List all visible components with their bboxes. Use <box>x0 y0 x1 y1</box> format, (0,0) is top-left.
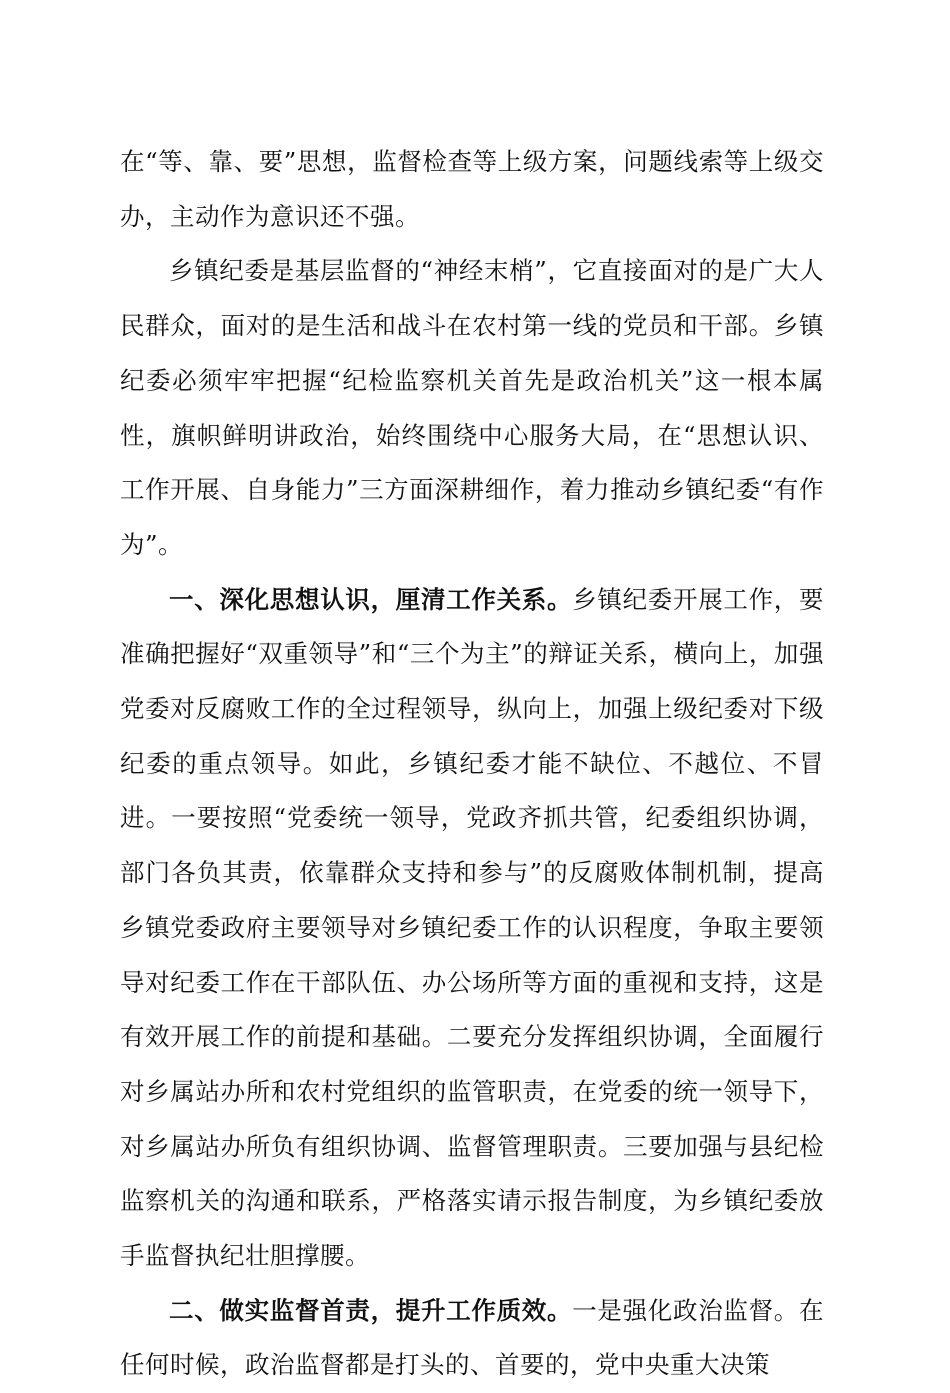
paragraph-continuation <box>120 135 824 244</box>
paragraph-intro <box>120 244 824 572</box>
paragraph-section-two <box>120 1284 824 1393</box>
paragraph-text: 乡镇纪委是基层监督的“神经末梢”，它直接面对的是广大人民群众，面对的是生活和战斗在农村第一线的党员和干部。乡镇纪委必须牢牢把握“纪检监察机关首先是政治机关”这一根本属性，旗帜鲜明讲政治，始终围绕中心服务大局，在“思想认识、工作开展、自身能力”三方面深耕细作，着力推动乡镇纪委“有作为”。 <box>120 256 824 559</box>
paragraph-text: 乡镇纪委开展工作，要准确把握好“双重领导”和“三个为主”的辩证关系，横向上，加强党委对反腐败工作的全过程领导，纵向上，加强上级纪委对下级纪委的重点领导。如此，乡镇纪委才能不缺位、不越位、不冒进。一要按照“党委统一领导，党政齐抓共管，纪委组织协调，部门各负其责，依靠群众支持和参与”的反腐败体制机制，提高乡镇党委政府主要领导对乡镇纪委工作的认识程度，争取主要领导对纪委工作在干部队伍、办公场所等方面的重视和支持，这是有效开展工作的前提和基础。二要充分发挥组织协调，全面履行对乡属站办所和农村党组织的监管职责，在党委的统一领导下，对乡属站办所负有组织协调、监督管理职责。三要加强与县纪检监察机关的沟通和联系，严格落实请示报告制度，为乡镇纪委放手监督执纪壮胆撑腰。 <box>120 584 825 1271</box>
section-heading: 二、做实监督首责，提升工作质效。 <box>169 1295 573 1325</box>
paragraph-section-one <box>120 573 824 1284</box>
paragraph-text: 一是强化政治监督。在任何时候，政治监督都是打头的、首要的，党中央重大决策 <box>120 1295 825 1380</box>
section-heading: 一、深化思想认识，厘清工作关系。 <box>169 584 573 614</box>
paragraph-text: 在“等、靠、要”思想，监督检查等上级方案，问题线索等上级交办，主动作为意识还不强。 <box>120 147 824 231</box>
document-page <box>120 135 824 1393</box>
